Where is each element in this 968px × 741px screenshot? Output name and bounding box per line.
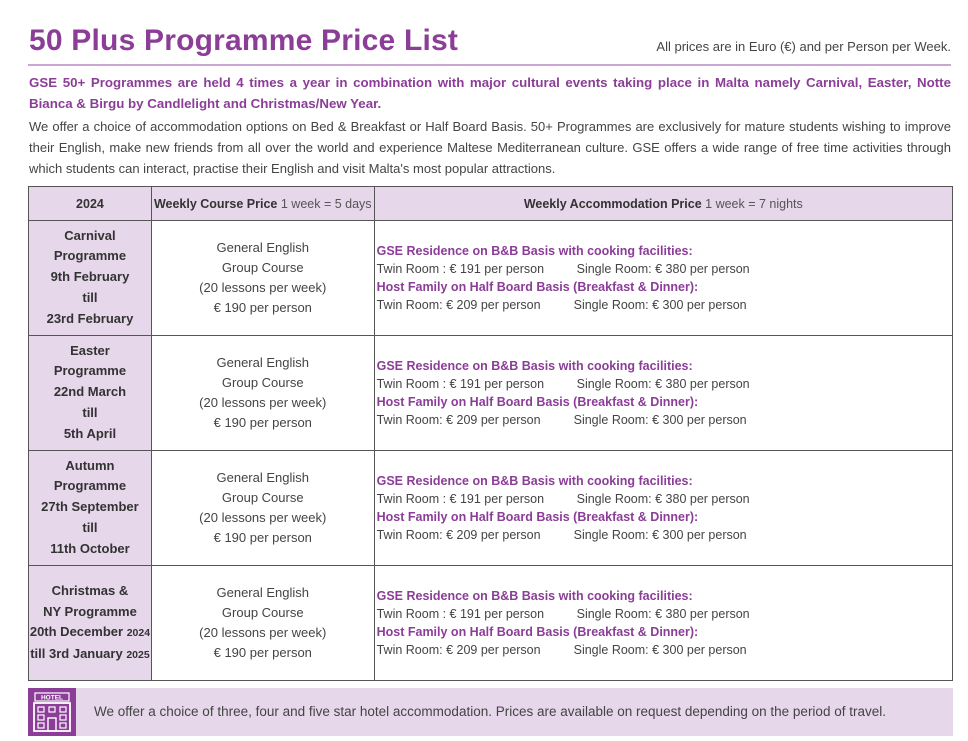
period-carnival: Carnival Programme 9th February till 23rd February: [29, 221, 152, 336]
course-price-header: Weekly Course Price 1 week = 5 days: [151, 187, 374, 221]
intro-body: We offer a choice of accommodation options on Bed & Breakfast or Half Board Basis. 50+ Programmes are exclusively for mature students wishing to improve their English, make new friends from all over the world and experience Maltese Mediterranean culture. GSE offers a wide range of free time activities through which students can interact, practise their English and visit Malta's most popular attractions.: [29, 119, 951, 176]
accommodation-price-cell: GSE Residence on B&B Basis with cooking facilities: Twin Room : € 191 per person Single Room: € 380 per person Host Family on Half Board Basis (Breakfast & Dinner): Twin Room: € 209 per person Single Room: € 300 per person: [374, 451, 952, 566]
table-row: [29, 221, 953, 336]
accommodation-price-cell: GSE Residence on B&B Basis with cooking facilities: Twin Room : € 191 per person Single Room: € 380 per person Host Family on Half Board Basis (Breakfast & Dinner): Twin Room: € 209 per person Single Room: € 300 per person: [374, 566, 952, 681]
accommodation-price-header: Weekly Accommodation Price 1 week = 7 nights: [374, 187, 952, 221]
course-price-cell: General English Group Course (20 lessons per week) € 190 per person: [151, 566, 374, 681]
course-price-cell: General English Group Course (20 lessons per week) € 190 per person: [151, 336, 374, 451]
hotel-footer-text: We offer a choice of three, four and five star hotel accommodation. Prices are available on request depending on the period of travel.: [94, 704, 886, 719]
page-title: 50 Plus Programme Price List: [29, 24, 459, 57]
course-price-cell: General English Group Course (20 lessons per week) € 190 per person: [151, 221, 374, 336]
course-price-cell: General English Group Course (20 lessons per week) € 190 per person: [151, 451, 374, 566]
table-row: [29, 336, 953, 451]
year-header: 2024: [29, 187, 152, 221]
accommodation-price-cell: GSE Residence on B&B Basis with cooking facilities: Twin Room : € 191 per person Single Room: € 380 per person Host Family on Half Board Basis (Breakfast & Dinner): Twin Room: € 209 per person Single Room: € 300 per person: [374, 336, 952, 451]
accommodation-price-cell: GSE Residence on B&B Basis with cooking facilities: Twin Room : € 191 per person Single Room: € 380 per person Host Family on Half Board Basis (Breakfast & Dinner): Twin Room: € 209 per person Single Room: € 300 per person: [374, 221, 952, 336]
currency-note: All prices are in Euro (€) and per Person per Week.: [656, 39, 951, 54]
intro-highlight: GSE 50+ Programmes are held 4 times a year in combination with major cultural events taking place in Malta namely Carnival, Easter, Notte Bianca & Birgu by Candlelight and Christmas/New Year.: [29, 75, 951, 111]
table-row: [29, 451, 953, 566]
price-table: [28, 186, 953, 681]
title-divider: [28, 64, 951, 66]
table-row: [29, 566, 953, 681]
period-christmas: Christmas & NY Programme 20th December 2024 till 3rd January 2025: [29, 566, 152, 681]
hotel-icon-label: HOTEL: [40, 694, 64, 702]
table-header-row: [29, 187, 953, 221]
hotel-icon: [28, 688, 76, 736]
period-autumn: Autumn Programme 27th September till 11th October: [29, 451, 152, 566]
period-easter: Easter Programme 22nd March till 5th April: [29, 336, 152, 451]
hotel-footer: [28, 688, 953, 736]
